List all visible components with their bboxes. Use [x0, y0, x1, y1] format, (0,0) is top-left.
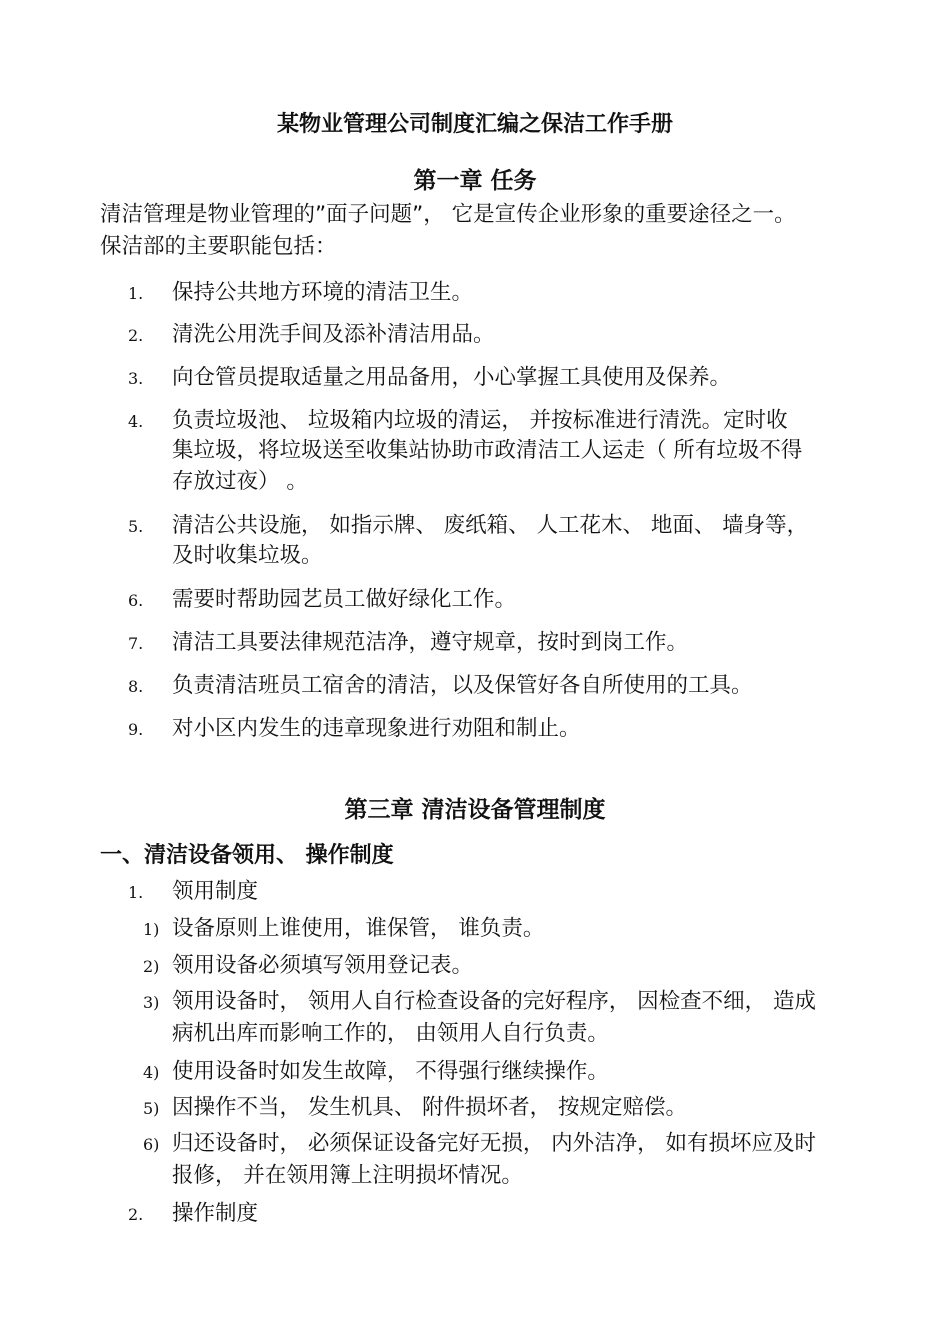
rule-number: 1) — [143, 920, 160, 939]
chapter-1-intro-line-2: 保洁部的主要职能包括： — [100, 234, 337, 259]
list-item-number: 9. — [128, 720, 144, 739]
rule-item: 使用设备时如发生故障， 不得强行继续操作。 — [172, 1059, 609, 1084]
rule-number: 3) — [143, 993, 160, 1012]
rule-number: 6) — [143, 1135, 160, 1154]
chapter-1-intro-line-1: 清洁管理是物业管理的”面子问题”， 它是宣传企业形象的重要途径之一。 — [100, 202, 796, 227]
document-title: 某物业管理公司制度汇编之保洁工作手册 — [276, 112, 673, 137]
list-item-continuation: 及时收集垃圾。 — [172, 543, 323, 568]
list-item-number: 1. — [128, 284, 144, 303]
rule-number: 4) — [143, 1063, 160, 1082]
rule-item: 因操作不当， 发生机具、 附件损坏者， 按规定赔偿。 — [172, 1095, 688, 1120]
chapter-3-heading: 第三章 清洁设备管理制度 — [344, 797, 606, 823]
list-item: 清洁公共设施， 如指示牌、 废纸箱、 人工花木、 地面、 墙身等， — [172, 513, 809, 538]
list-item-continuation: 集垃圾，将垃圾送至收集站协助市政清洁工人运走（ 所有垃圾不得 — [172, 438, 803, 463]
list-item-number: 8. — [128, 677, 144, 696]
section-heading: 一、清洁设备领用、 操作制度 — [100, 843, 394, 868]
rule-item-continuation: 病机出库而影响工作的， 由领用人自行负责。 — [172, 1021, 609, 1046]
rule-item: 领用设备必须填写领用登记表。 — [172, 953, 474, 978]
list-item-number: 5. — [128, 517, 144, 536]
list-item-number: 3. — [128, 369, 144, 388]
list-item-number: 6. — [128, 591, 144, 610]
list-item: 负责垃圾池、 垃圾箱内垃圾的清运， 并按标准进行清洗。定时收 — [172, 408, 788, 433]
rule-item: 设备原则上谁使用，谁保管， 谁负责。 — [172, 916, 545, 941]
list-item: 保持公共地方环境的清洁卫生。 — [172, 280, 474, 305]
rule-item: 领用设备时， 领用人自行检查设备的完好程序， 因检查不细， 造成 — [172, 989, 817, 1014]
list-item: 负责清洁班员工宿舍的清洁，以及保管好各自所使用的工具。 — [172, 673, 753, 698]
list-item: 向仓管员提取适量之用品备用，小心掌握工具使用及保养。 — [172, 365, 732, 390]
list-item-number: 2. — [128, 326, 144, 345]
list-item: 需要时帮助园艺员工做好绿化工作。 — [172, 587, 517, 612]
rule-item-continuation: 报修， 并在领用簿上注明损坏情况。 — [172, 1163, 523, 1188]
list-item-number: 4. — [128, 412, 144, 431]
list-item: 清洗公用洗手间及添补清洁用品。 — [172, 322, 495, 347]
sub-section-title: 领用制度 — [172, 879, 259, 904]
sub-section-title: 操作制度 — [172, 1201, 259, 1226]
list-item: 清洁工具要法律规范洁净，遵守规章，按时到岗工作。 — [172, 630, 689, 655]
list-item-continuation: 存放过夜） 。 — [172, 469, 308, 494]
sub-section-number: 2. — [128, 1205, 144, 1224]
list-item: 对小区内发生的违章现象进行劝阻和制止。 — [172, 716, 581, 741]
sub-section-number: 1. — [128, 883, 144, 902]
rule-number: 5) — [143, 1099, 160, 1118]
rule-item: 归还设备时， 必须保证设备完好无损， 内外洁净， 如有损坏应及时 — [172, 1131, 817, 1156]
rule-number: 2) — [143, 957, 160, 976]
list-item-number: 7. — [128, 634, 144, 653]
chapter-1-heading: 第一章 任务 — [413, 168, 537, 194]
